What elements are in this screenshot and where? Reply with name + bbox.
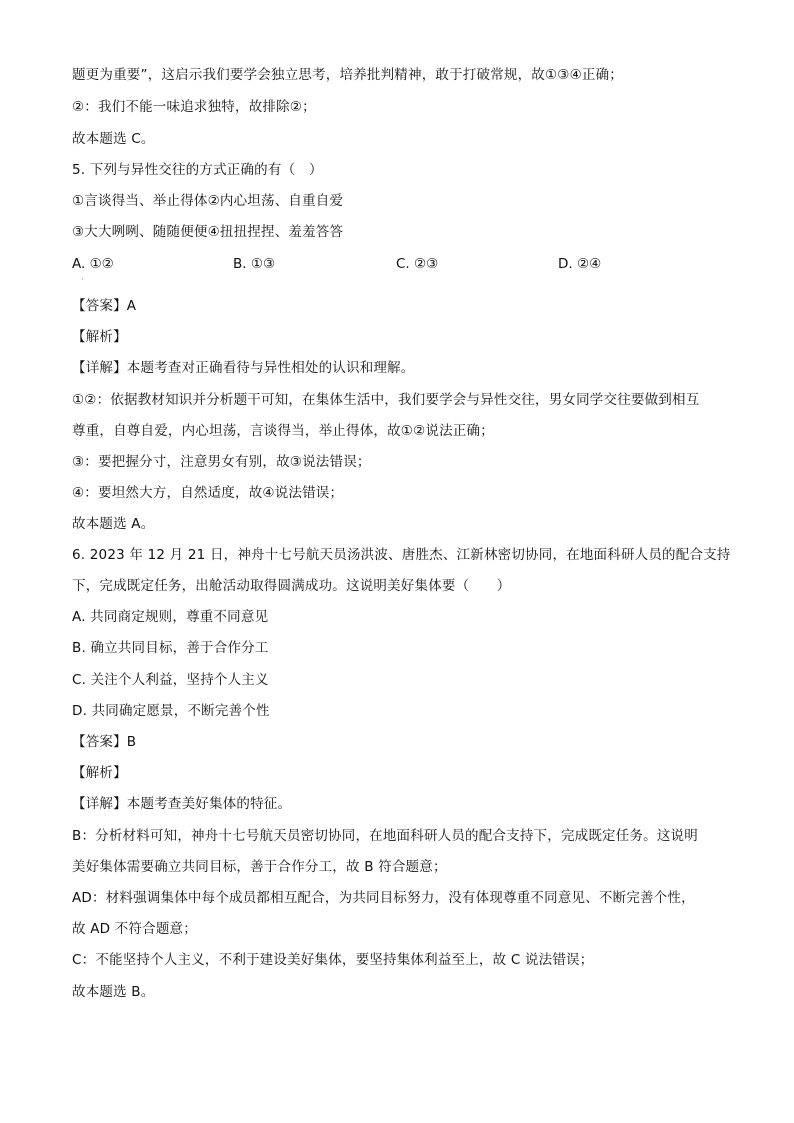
q6-analysis-label: 【解析】 (72, 765, 127, 781)
q6-option-b: B. 确立共同目标，善于合作分工 (72, 640, 269, 656)
q6-option-a: A. 共同商定规则，尊重不同意见 (72, 609, 269, 625)
q6-detail: 【详解】本题考查美好集体的特征。 (72, 796, 292, 812)
q5-items-line-2: ③大大咧咧、随随便便④扭扭捏捏、羞羞答答 (72, 224, 344, 240)
q6-explanation-ad-line-2: 故 AD 不符合题意； (72, 921, 197, 937)
q5-analysis-label: 【解析】 (72, 329, 127, 345)
q5-detail: 【详解】本题考查对正确看待与异性相处的认识和理解。 (72, 360, 415, 376)
prev-conclusion: 故本题选 C。 (72, 131, 155, 147)
q5-explanation-3: ④：要坦然大方，自然适度，故④说法错误； (72, 485, 344, 501)
q5-option-d: D. ②④ (558, 256, 602, 272)
q6-stem-line-1: 6. 2023 年 12 月 21 日，神舟十七号航天员汤洪波、唐胜杰、江新林密切协同，在地面科研人员的配合支持 (72, 547, 731, 563)
q5-explanation-1-line-2: 尊重，自尊自爱，内心坦荡，言谈得当，举止得体，故①②说法正确； (72, 423, 494, 439)
q6-explanation-ad-line-1: AD：材料强调集体中每个成员都相互配合，为共同目标努力，没有体现尊重不同意见、不断完善个性， (72, 890, 695, 906)
q5-option-a: A. ①② (72, 256, 114, 272)
q6-stem-line-2: 下，完成既定任务，出舱活动取得圆满成功。这说明美好集体要（ ） (72, 578, 511, 594)
q6-answer: 【答案】B (72, 734, 137, 750)
q5-conclusion: 故本题选 A。 (72, 516, 155, 532)
q5-explanation-1-line-1: ①②：依据教材知识并分析题干可知，在集体生活中，我们要学会与异性交往，男女同学交往要做到相互 (72, 392, 700, 408)
prev-explanation-line-2: ②：我们不能一味追求独特，故排除②； (72, 99, 316, 115)
q5-stem: 5. 下列与异性交往的方式正确的有（ ） (72, 162, 323, 178)
q5-option-c: C. ②③ (396, 256, 439, 272)
q5-answer: 【答案】A (72, 298, 137, 314)
q6-option-c: C. 关注个人利益，坚持个人主义 (72, 672, 269, 688)
q6-explanation-b-line-2: 美好集体需要确立共同目标，善于合作分工，故 B 符合题意； (72, 859, 447, 875)
q5-explanation-2: ③：要把握分寸，注意男女有别，故③说法错误； (72, 454, 371, 470)
q6-option-d: D. 共同确定愿景，不断完善个性 (72, 703, 270, 719)
q5-option-b: B. ①③ (233, 256, 276, 272)
q6-explanation-b-line-1: B：分析材料可知，神舟十七号航天员密切协同，在地面科研人员的配合支持下，完成既定任务。这说明 (72, 828, 698, 844)
prev-explanation-line-1: 题更为重要”，这启示我们要学会独立思考，培养批判精神，敢于打破常规，故①③④正确； (72, 67, 624, 83)
q6-conclusion: 故本题选 B。 (72, 984, 155, 1000)
q5-items-line-1: ①言谈得当、举止得体②内心坦荡、自重自爱 (72, 193, 344, 209)
stray-dot: · (81, 275, 84, 284)
q6-explanation-c: C：不能坚持个人主义，不利于建设美好集体，要坚持集体利益至上，故 C 说法错误； (72, 952, 594, 968)
